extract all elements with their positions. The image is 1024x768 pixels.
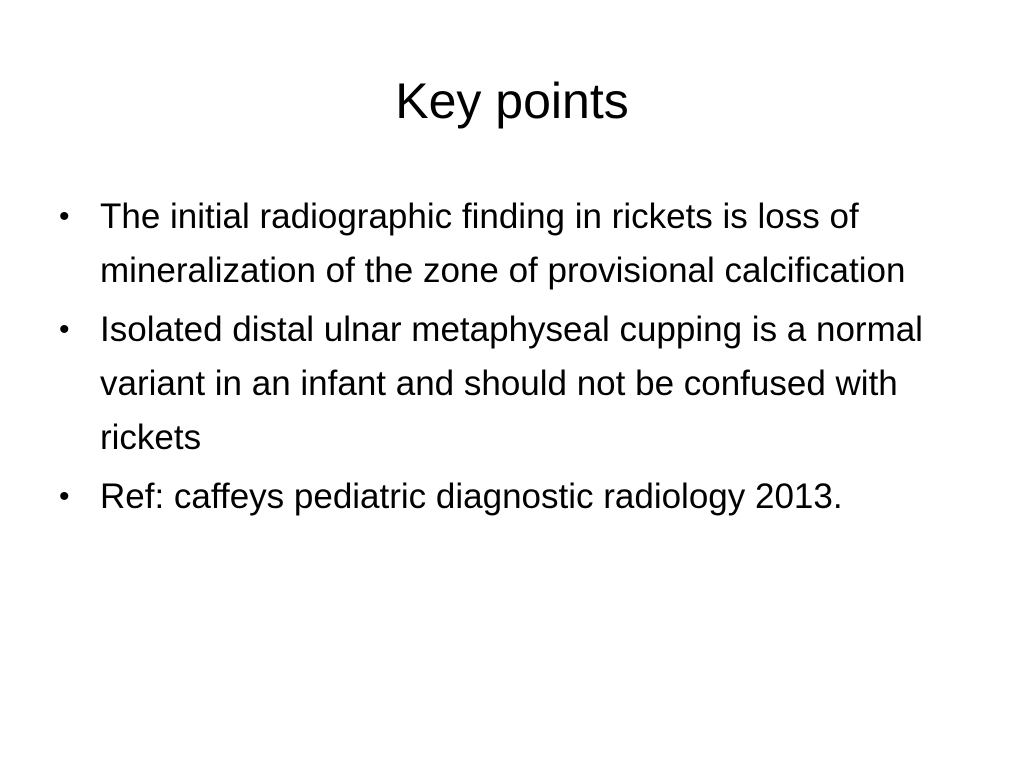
slide-title: Key points xyxy=(395,73,629,129)
bullet-marker: • xyxy=(59,480,70,513)
bullet-text: The initial radiographic finding in rickets is loss of mineralization of the zone of provisional calcification xyxy=(100,197,906,290)
bullet-item-ulnar-cupping xyxy=(55,303,975,465)
bullet-marker: • xyxy=(59,200,70,233)
bullet-marker: • xyxy=(59,313,70,346)
bullet-item-reference xyxy=(55,470,975,524)
bullet-text: Isolated distal ulnar metaphyseal cupping is a normal variant in an infant and should not be confused with rickets xyxy=(100,310,923,457)
bullet-text: Ref: caffeys pediatric diagnostic radiology 2013. xyxy=(100,477,843,516)
bullet-list xyxy=(55,190,975,529)
bullet-item-rickets-finding xyxy=(55,190,975,298)
